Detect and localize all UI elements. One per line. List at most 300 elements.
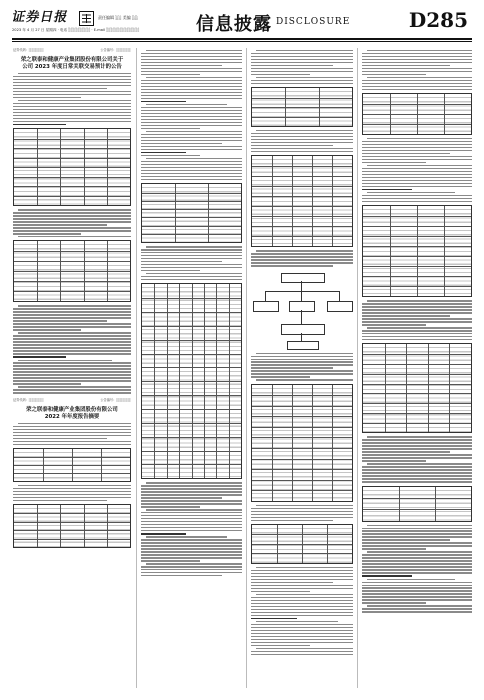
table-column-line — [385, 344, 386, 432]
text-line — [18, 423, 131, 424]
text-line — [141, 164, 242, 165]
table-column-line — [449, 344, 450, 432]
text-line — [251, 373, 353, 374]
diagram-node — [281, 273, 325, 283]
table-column-lines — [252, 88, 352, 126]
text-line — [251, 606, 353, 607]
text-line — [141, 170, 242, 171]
text-line — [362, 575, 412, 577]
text-line — [251, 642, 353, 643]
text-line — [362, 56, 472, 57]
text-line — [13, 426, 131, 427]
table-column-line — [192, 284, 193, 478]
table-column-lines — [363, 487, 471, 521]
text-line — [362, 602, 426, 603]
text-line — [13, 118, 131, 119]
text-line — [362, 451, 450, 452]
text-line — [141, 62, 242, 63]
text-line — [141, 146, 242, 147]
text-line — [13, 341, 131, 342]
text-line — [13, 500, 107, 501]
text-line — [141, 101, 186, 103]
body-text-block — [251, 250, 353, 266]
text-line — [362, 336, 472, 337]
text-line — [13, 212, 131, 213]
text-line — [141, 110, 242, 111]
table-column-line — [101, 449, 102, 481]
table-column-line — [312, 156, 313, 246]
text-line — [362, 539, 450, 540]
text-line — [251, 74, 310, 75]
text-line — [251, 71, 353, 72]
text-line — [362, 569, 472, 570]
text-line — [141, 488, 242, 489]
text-line — [362, 460, 426, 461]
text-line — [18, 73, 131, 74]
text-line — [362, 330, 472, 331]
headline-line-1: 荣之联泰和健康产业集团股份有限公司关于 — [20, 57, 124, 63]
diagram-connector — [301, 333, 302, 341]
text-line — [13, 335, 131, 336]
table-column-line — [60, 505, 61, 547]
table-column-lines — [363, 94, 471, 134]
report-headline — [13, 407, 131, 421]
text-line — [13, 224, 107, 225]
text-line — [141, 572, 242, 573]
text-line — [362, 454, 472, 455]
table-column-line — [43, 449, 44, 481]
text-line — [362, 303, 472, 304]
text-line — [141, 86, 242, 87]
text-line — [141, 119, 242, 120]
table-column-line — [444, 206, 445, 296]
text-line — [362, 189, 412, 191]
text-line — [141, 179, 242, 180]
signature-table — [362, 486, 472, 522]
text-line — [13, 371, 131, 372]
table-column-line — [107, 129, 108, 205]
text-line — [141, 59, 242, 60]
text-line — [141, 491, 242, 492]
table-column-lines — [142, 284, 241, 478]
text-line — [362, 312, 472, 313]
body-text-block — [251, 50, 353, 84]
logo-seal-icon — [79, 11, 94, 26]
text-line — [362, 156, 472, 157]
text-line — [13, 441, 131, 442]
text-line — [367, 525, 472, 526]
text-line — [18, 485, 131, 486]
text-line — [141, 167, 242, 168]
table-column-line — [60, 129, 61, 205]
text-line — [146, 77, 242, 78]
table-column-line — [107, 505, 108, 547]
text-line — [251, 253, 353, 254]
table-column-lines — [142, 184, 241, 242]
text-line — [251, 367, 333, 368]
text-line — [141, 506, 200, 507]
table-column-line — [390, 206, 391, 296]
text-line — [141, 566, 242, 567]
quarterly-data-table — [251, 155, 353, 247]
section-title-english: DISCLOSURE — [276, 17, 351, 27]
text-line — [141, 279, 242, 280]
text-line — [141, 530, 242, 531]
text-line — [251, 639, 353, 640]
text-line — [251, 136, 353, 137]
text-line — [256, 130, 353, 131]
text-line — [362, 71, 472, 72]
body-text-block — [13, 305, 131, 393]
column-3 — [251, 48, 353, 688]
text-line — [362, 59, 472, 60]
text-line — [362, 585, 472, 586]
headline-line-2: 公司 2023 年度日常关联交易预计的公告 — [22, 64, 122, 70]
text-line — [251, 517, 353, 518]
text-line — [362, 557, 472, 558]
text-line — [18, 332, 131, 333]
text-line — [13, 362, 131, 363]
text-line — [141, 539, 242, 540]
text-line — [13, 374, 131, 375]
text-line — [141, 518, 242, 519]
text-line — [362, 339, 472, 340]
text-line — [362, 563, 472, 564]
text-line — [362, 554, 472, 555]
masthead-rule-thin — [12, 41, 472, 42]
masthead-date-contact: 2023 年 4 月 27 日 星期四 · 电话 ░░░░░░░░ · E-mail ░░░░░░░░░░░░ — [12, 28, 140, 32]
headline-line-1: 荣之联泰和健康产业集团股份有限公司 — [26, 406, 118, 413]
text-line — [13, 215, 131, 216]
text-line — [13, 314, 131, 315]
body-text-block — [13, 209, 131, 237]
body-text-block — [362, 436, 472, 482]
column-4 — [362, 48, 472, 688]
table-column-lines — [14, 449, 130, 481]
text-line — [141, 249, 242, 250]
text-line — [141, 83, 242, 84]
text-line — [13, 320, 107, 321]
text-line — [251, 570, 353, 571]
transaction-detail-table — [13, 240, 131, 302]
text-line — [251, 576, 353, 577]
text-line — [367, 165, 472, 166]
text-line — [362, 180, 472, 181]
text-line — [251, 359, 353, 360]
table-column-line — [285, 88, 286, 126]
text-line — [362, 74, 426, 75]
text-line — [146, 131, 242, 132]
text-line — [251, 654, 353, 655]
text-line — [141, 122, 242, 123]
parameter-table — [251, 87, 353, 127]
text-line — [141, 255, 242, 256]
large-data-table — [141, 283, 242, 479]
text-line — [13, 488, 131, 489]
text-line — [362, 469, 472, 470]
text-line — [13, 85, 131, 86]
text-line — [362, 141, 472, 142]
table-column-line — [229, 284, 230, 478]
table-column-line — [399, 487, 400, 521]
text-line — [362, 171, 472, 172]
text-line — [251, 142, 353, 143]
table-column-line — [204, 284, 205, 478]
text-line — [13, 435, 131, 436]
table-column-line — [417, 94, 418, 134]
diagram-connector — [301, 281, 302, 291]
text-line — [362, 177, 472, 178]
page-number: D285 — [408, 8, 468, 32]
text-line — [362, 186, 472, 187]
text-line — [141, 68, 242, 69]
text-line — [141, 503, 242, 504]
body-text-block — [362, 525, 472, 613]
text-line — [251, 579, 353, 580]
text-line — [146, 50, 242, 51]
text-line — [141, 143, 222, 144]
text-line — [141, 560, 200, 561]
text-line — [362, 545, 472, 546]
diagram-connector — [265, 291, 339, 292]
text-line — [13, 432, 131, 433]
text-line — [141, 485, 242, 486]
text-line — [367, 463, 472, 464]
text-line — [256, 648, 353, 649]
text-line — [367, 50, 472, 51]
headline-line-2: 2022 年年度报告摘要 — [44, 413, 100, 420]
text-line — [362, 89, 472, 90]
text-line — [13, 79, 131, 80]
newspaper-logo: 证券日报 — [10, 10, 70, 25]
table-column-line — [37, 241, 38, 301]
text-line — [141, 276, 242, 277]
related-transaction-table — [13, 128, 131, 206]
segment-table — [251, 384, 353, 502]
table-column-lines — [14, 505, 130, 547]
text-line — [13, 218, 131, 219]
text-line — [362, 318, 472, 319]
text-line — [141, 542, 242, 543]
text-line — [13, 338, 131, 339]
table-column-line — [319, 88, 320, 126]
table-column-line — [417, 206, 418, 296]
company-profile-table — [13, 448, 131, 482]
text-line — [251, 259, 353, 260]
text-line — [362, 147, 472, 148]
text-line — [251, 588, 353, 589]
text-line — [146, 509, 242, 510]
text-line — [18, 386, 131, 387]
table-column-line — [272, 156, 273, 246]
text-line — [362, 83, 472, 84]
text-line — [13, 233, 81, 234]
text-line — [362, 533, 472, 534]
body-text-block — [251, 353, 353, 381]
text-line — [13, 389, 131, 390]
text-line — [362, 572, 472, 573]
text-line — [251, 145, 333, 146]
text-line — [251, 630, 353, 631]
text-line — [141, 140, 242, 141]
table-column-lines — [252, 156, 352, 246]
text-line — [141, 527, 242, 528]
text-line — [362, 306, 472, 307]
text-line — [251, 80, 353, 81]
text-line — [367, 327, 472, 328]
text-line — [13, 356, 66, 358]
text-line — [367, 579, 455, 580]
text-line — [362, 442, 472, 443]
text-line — [141, 80, 242, 81]
stock-code-label: 证券代码：░░░░░░ — [13, 48, 44, 52]
text-line — [256, 77, 353, 78]
text-line — [13, 383, 81, 384]
text-line — [367, 551, 472, 552]
text-line — [13, 365, 131, 366]
text-line — [367, 605, 472, 606]
text-line — [362, 162, 426, 163]
body-text-block — [362, 300, 472, 340]
text-line — [256, 250, 353, 251]
text-line — [141, 548, 242, 549]
text-line — [13, 227, 131, 228]
summary-table — [251, 524, 353, 564]
text-line — [256, 621, 338, 622]
table-column-lines — [14, 129, 130, 205]
text-line — [251, 59, 353, 60]
body-text-block — [141, 482, 242, 576]
text-line — [362, 478, 472, 479]
text-line — [141, 176, 242, 177]
text-line — [367, 300, 472, 301]
body-text-block — [251, 505, 353, 521]
text-line — [13, 429, 131, 430]
text-line — [362, 198, 472, 199]
table-column-line — [107, 241, 108, 301]
diagram-node — [281, 324, 325, 335]
table-column-line — [302, 525, 303, 563]
text-line — [18, 236, 131, 237]
text-line — [146, 536, 227, 537]
text-line — [251, 148, 353, 149]
text-line — [13, 344, 131, 345]
text-line — [13, 491, 131, 492]
table-column-line — [435, 487, 436, 521]
column-divider — [246, 48, 247, 688]
text-line — [146, 563, 242, 564]
text-line — [251, 633, 353, 634]
text-line — [362, 481, 472, 482]
text-line — [141, 89, 242, 90]
text-line — [141, 267, 242, 268]
text-line — [18, 360, 112, 361]
diagram-connector — [265, 291, 266, 301]
text-line — [13, 494, 131, 495]
table-column-line — [167, 284, 168, 478]
text-line — [13, 82, 131, 83]
text-line — [141, 512, 242, 513]
text-line — [13, 121, 131, 122]
text-line — [141, 500, 242, 501]
text-line — [256, 50, 353, 51]
text-line — [146, 273, 242, 274]
table-column-line — [84, 129, 85, 205]
text-line — [13, 230, 131, 231]
text-line — [141, 113, 242, 114]
text-line — [141, 497, 222, 498]
table-column-line — [444, 94, 445, 134]
text-line — [251, 139, 353, 140]
text-line — [141, 515, 242, 516]
table-column-line — [72, 449, 73, 481]
text-line — [362, 528, 472, 529]
masthead-rule-thick — [12, 38, 472, 40]
text-line — [13, 350, 131, 351]
text-line — [362, 183, 472, 184]
text-line — [362, 536, 472, 537]
text-line — [146, 246, 242, 247]
body-text-block — [141, 50, 242, 180]
masthead-editor-line: 责任编辑 ░░ 美编 ░░ — [98, 15, 139, 20]
text-line — [251, 361, 353, 362]
text-line — [362, 593, 472, 594]
text-line — [13, 103, 131, 104]
body-text-block — [362, 138, 472, 202]
text-line — [13, 124, 66, 126]
table-column-line — [406, 344, 407, 432]
table-column-lines — [252, 385, 352, 501]
text-line — [251, 514, 353, 515]
text-line — [251, 133, 353, 134]
text-line — [141, 569, 242, 570]
text-line — [362, 611, 472, 612]
table-column-line — [175, 184, 176, 242]
table-column-lines — [363, 344, 471, 432]
announcement-meta — [13, 48, 131, 53]
text-line — [362, 321, 472, 322]
text-line — [13, 115, 131, 116]
text-line — [141, 128, 200, 129]
text-line — [251, 609, 353, 610]
text-line — [362, 566, 472, 567]
diagram-node — [287, 341, 319, 350]
text-line — [362, 65, 450, 66]
text-line — [146, 482, 242, 483]
ownership-structure-diagram — [251, 271, 353, 349]
report-meta — [13, 398, 131, 403]
text-line — [141, 95, 242, 96]
guarantee-table — [362, 343, 472, 433]
text-line — [141, 252, 242, 253]
text-line — [362, 62, 472, 63]
text-line — [141, 92, 242, 93]
subsidiary-table — [362, 93, 472, 135]
text-line — [141, 533, 186, 535]
text-line — [141, 173, 242, 174]
text-line — [251, 62, 353, 63]
diagram-node — [253, 301, 279, 312]
text-line — [256, 594, 353, 595]
text-line — [251, 370, 353, 371]
text-line — [141, 98, 242, 99]
text-line — [367, 192, 455, 193]
text-line — [362, 144, 472, 145]
text-line — [251, 597, 353, 598]
text-line — [256, 505, 353, 506]
text-line — [141, 152, 186, 154]
text-line — [251, 645, 310, 646]
